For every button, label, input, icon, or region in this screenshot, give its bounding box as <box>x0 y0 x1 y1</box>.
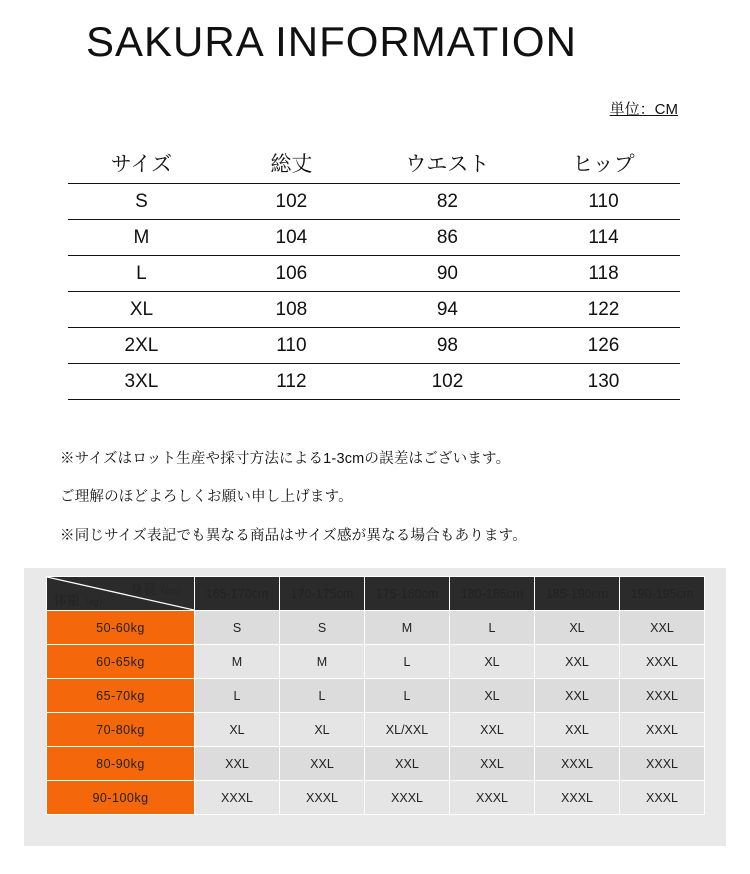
chart-cell: XXL <box>535 645 620 679</box>
chart-cell: XXL <box>535 713 620 747</box>
chart-col-header: 185-190cm <box>535 577 620 611</box>
chart-row <box>47 679 705 713</box>
cell-length: 104 <box>215 220 368 256</box>
chart-cell: XL/XXL <box>365 713 450 747</box>
cell-size: 2XL <box>68 328 215 364</box>
chart-cell: XXL <box>450 747 535 781</box>
cell-waist: 90 <box>368 256 527 292</box>
chart-row-header: 65-70kg <box>47 679 195 713</box>
chart-cell: XXXL <box>620 679 705 713</box>
chart-cell: XXL <box>280 747 365 781</box>
chart-cell: S <box>195 611 280 645</box>
page-title: SAKURA INFORMATION <box>86 18 577 65</box>
chart-col-header: 170-175cm <box>280 577 365 611</box>
chart-row-header: 80-90kg <box>47 747 195 781</box>
chart-cell: XL <box>450 679 535 713</box>
chart-header-row <box>47 577 705 611</box>
chart-col-header: 180-185cm <box>450 577 535 611</box>
chart-cell: XXXL <box>365 781 450 815</box>
chart-cell: XXL <box>195 747 280 781</box>
unit-note: 単位：CM <box>609 101 678 118</box>
chart-cell: XXXL <box>195 781 280 815</box>
cell-hip: 126 <box>527 328 680 364</box>
chart-row-header: 60-65kg <box>47 645 195 679</box>
cell-hip: 130 <box>527 364 680 400</box>
chart-row-header: 90-100kg <box>47 781 195 815</box>
cell-hip: 118 <box>527 256 680 292</box>
chart-row <box>47 747 705 781</box>
cell-length: 102 <box>215 184 368 220</box>
chart-cell: M <box>280 645 365 679</box>
size-recommendation-panel <box>24 568 726 846</box>
chart-cell: L <box>195 679 280 713</box>
note-understanding: ご理解のほどよろしくお願い申し上げます。 <box>60 489 353 506</box>
chart-cell: XXXL <box>535 747 620 781</box>
chart-col-header: 190-195cm <box>620 577 705 611</box>
chart-cell: XXL <box>535 679 620 713</box>
chart-cell: XXXL <box>620 781 705 815</box>
chart-col-header: 165-170cm <box>195 577 280 611</box>
column-header-hip: ヒップ <box>527 143 680 184</box>
chart-row <box>47 781 705 815</box>
note-tolerance: ※サイズはロット生産や採寸方法による1-3cmの誤差はございます。 <box>60 451 511 467</box>
table-row <box>68 292 680 328</box>
chart-cell: XXXL <box>620 747 705 781</box>
chart-cell: XXL <box>365 747 450 781</box>
chart-cell: XXXL <box>535 781 620 815</box>
table-row <box>68 220 680 256</box>
cell-size: XL <box>68 292 215 328</box>
cell-waist: 102 <box>368 364 527 400</box>
chart-cell: XXXL <box>280 781 365 815</box>
chart-cell: XXL <box>620 611 705 645</box>
chart-row-header: 70-80kg <box>47 713 195 747</box>
note-variation: ※同じサイズ表記でも異なる商品はサイズ感が異なる場合もあります。 <box>60 527 527 544</box>
chart-cell: XXXL <box>450 781 535 815</box>
corner-weight-label: 体重（kg） <box>54 593 108 608</box>
chart-cell: L <box>280 679 365 713</box>
chart-cell: L <box>450 611 535 645</box>
cell-length: 108 <box>215 292 368 328</box>
chart-cell: XL <box>280 713 365 747</box>
chart-cell: XXXL <box>620 645 705 679</box>
chart-cell: XL <box>195 713 280 747</box>
cell-length: 106 <box>215 256 368 292</box>
corner-height-label: 身長（cm） <box>129 582 186 597</box>
cell-size: L <box>68 256 215 292</box>
chart-cell: L <box>365 679 450 713</box>
cell-waist: 98 <box>368 328 527 364</box>
chart-row <box>47 713 705 747</box>
chart-cell: XXL <box>450 713 535 747</box>
table-row <box>68 364 680 400</box>
cell-length: 110 <box>215 328 368 364</box>
column-header-length: 総丈 <box>215 143 368 184</box>
chart-row-header: 50-60kg <box>47 611 195 645</box>
cell-waist: 86 <box>368 220 527 256</box>
column-header-waist: ウエスト <box>368 143 527 184</box>
chart-cell: M <box>195 645 280 679</box>
chart-cell: M <box>365 611 450 645</box>
cell-size: M <box>68 220 215 256</box>
cell-waist: 94 <box>368 292 527 328</box>
cell-hip: 122 <box>527 292 680 328</box>
chart-cell: L <box>365 645 450 679</box>
cell-waist: 82 <box>368 184 527 220</box>
chart-cell: XL <box>450 645 535 679</box>
cell-hip: 114 <box>527 220 680 256</box>
chart-corner-cell <box>47 577 195 611</box>
cell-size: 3XL <box>68 364 215 400</box>
table-header-row <box>68 143 680 184</box>
chart-cell: XXXL <box>620 713 705 747</box>
chart-row <box>47 611 705 645</box>
cell-length: 112 <box>215 364 368 400</box>
notes-section <box>60 448 700 563</box>
cell-hip: 110 <box>527 184 680 220</box>
chart-col-header: 175-180cm <box>365 577 450 611</box>
chart-cell: S <box>280 611 365 645</box>
size-measurement-table <box>68 143 680 400</box>
chart-cell: XL <box>535 611 620 645</box>
chart-row <box>47 645 705 679</box>
size-recommendation-table <box>46 576 705 815</box>
column-header-size: サイズ <box>68 143 215 184</box>
cell-size: S <box>68 184 215 220</box>
table-row <box>68 184 680 220</box>
table-row <box>68 328 680 364</box>
table-row <box>68 256 680 292</box>
